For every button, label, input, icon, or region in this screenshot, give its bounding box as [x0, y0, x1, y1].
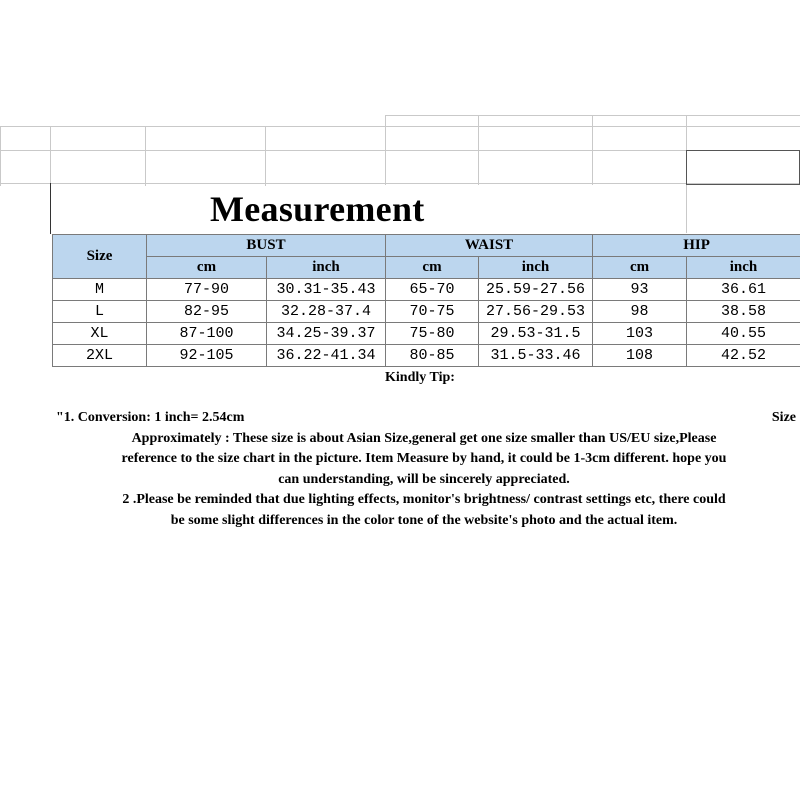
page-title: Measurement	[210, 189, 425, 229]
notes-block	[52, 408, 796, 531]
hip-cm-cell: 103	[593, 323, 687, 345]
unit-cell: cm	[593, 257, 687, 279]
bust-cm-cell: 77-90	[147, 279, 267, 301]
grid-line	[0, 126, 800, 127]
hip-header: HIP	[593, 235, 800, 257]
waist-cm-cell: 70-75	[386, 301, 479, 323]
table-left-edge	[50, 183, 51, 234]
bust-header: BUST	[147, 235, 386, 257]
hip-inch-cell: 38.58	[687, 301, 800, 323]
size-cell: M	[53, 279, 147, 301]
selected-cell-box	[686, 150, 800, 185]
conversion-note: "1. Conversion: 1 inch= 2.54cm	[56, 410, 245, 425]
grid-line	[0, 126, 1, 186]
bust-cm-cell: 92-105	[147, 345, 267, 367]
size-cell: 2XL	[53, 345, 147, 367]
unit-cell: cm	[386, 257, 479, 279]
waist-inch-cell: 25.59-27.56	[479, 279, 593, 301]
hip-cm-cell: 108	[593, 345, 687, 367]
grid-line	[592, 115, 593, 185]
size-header: Size	[53, 235, 147, 279]
waist-inch-cell: 31.5-33.46	[479, 345, 593, 367]
unit-cell: inch	[687, 257, 800, 279]
grid-line	[0, 150, 800, 151]
unit-cell: inch	[479, 257, 593, 279]
table-row	[53, 323, 800, 345]
note-line	[52, 408, 796, 429]
unit-cell: cm	[147, 257, 267, 279]
hip-inch-cell: 36.61	[687, 279, 800, 301]
hip-inch-cell: 42.52	[687, 345, 800, 367]
grid-line	[50, 126, 51, 186]
bust-cm-cell: 87-100	[147, 323, 267, 345]
waist-header: WAIST	[386, 235, 593, 257]
table-row	[53, 345, 800, 367]
hip-cm-cell: 98	[593, 301, 687, 323]
bust-inch-cell: 32.28-37.4	[267, 301, 386, 323]
unit-header-row	[53, 257, 800, 279]
grid-line	[145, 126, 146, 186]
size-cell: XL	[53, 323, 147, 345]
hip-inch-cell: 40.55	[687, 323, 800, 345]
grid-line	[478, 115, 479, 185]
note-line: be some slight differences in the color tone of the website's photo and the actual item.	[170, 512, 678, 528]
unit-cell: inch	[267, 257, 386, 279]
waist-inch-cell: 29.53-31.5	[479, 323, 593, 345]
size-note-start: Size	[771, 410, 796, 425]
table-row	[53, 301, 800, 323]
waist-cm-cell: 75-80	[386, 323, 479, 345]
note-line: Approximately : These size is about Asian Size,general get one size smaller than US/EU size,Please	[131, 430, 717, 446]
grid-line	[265, 126, 266, 186]
size-cell: L	[53, 301, 147, 323]
grid-line	[385, 115, 386, 185]
bust-inch-cell: 30.31-35.43	[267, 279, 386, 301]
bust-inch-cell: 36.22-41.34	[267, 345, 386, 367]
hip-cm-cell: 93	[593, 279, 687, 301]
grid-line	[0, 183, 800, 184]
waist-cm-cell: 80-85	[386, 345, 479, 367]
size-chart-table	[52, 234, 800, 367]
note-line: reference to the size chart in the picture. Item Measure by hand, it could be 1-3cm different. hope you	[121, 451, 727, 466]
table-row	[53, 279, 800, 301]
note-line: can understanding, will be sincerely appreciated.	[278, 471, 570, 487]
kindly-tip-heading: Kindly Tip:	[385, 370, 455, 385]
waist-inch-cell: 27.56-29.53	[479, 301, 593, 323]
table-header-row	[53, 235, 800, 257]
note-line: 2 .Please be reminded that due lighting effects, monitor's brightness/ contrast settings etc, there could	[122, 492, 726, 507]
bust-cm-cell: 82-95	[147, 301, 267, 323]
waist-cm-cell: 65-70	[386, 279, 479, 301]
bust-inch-cell: 34.25-39.37	[267, 323, 386, 345]
